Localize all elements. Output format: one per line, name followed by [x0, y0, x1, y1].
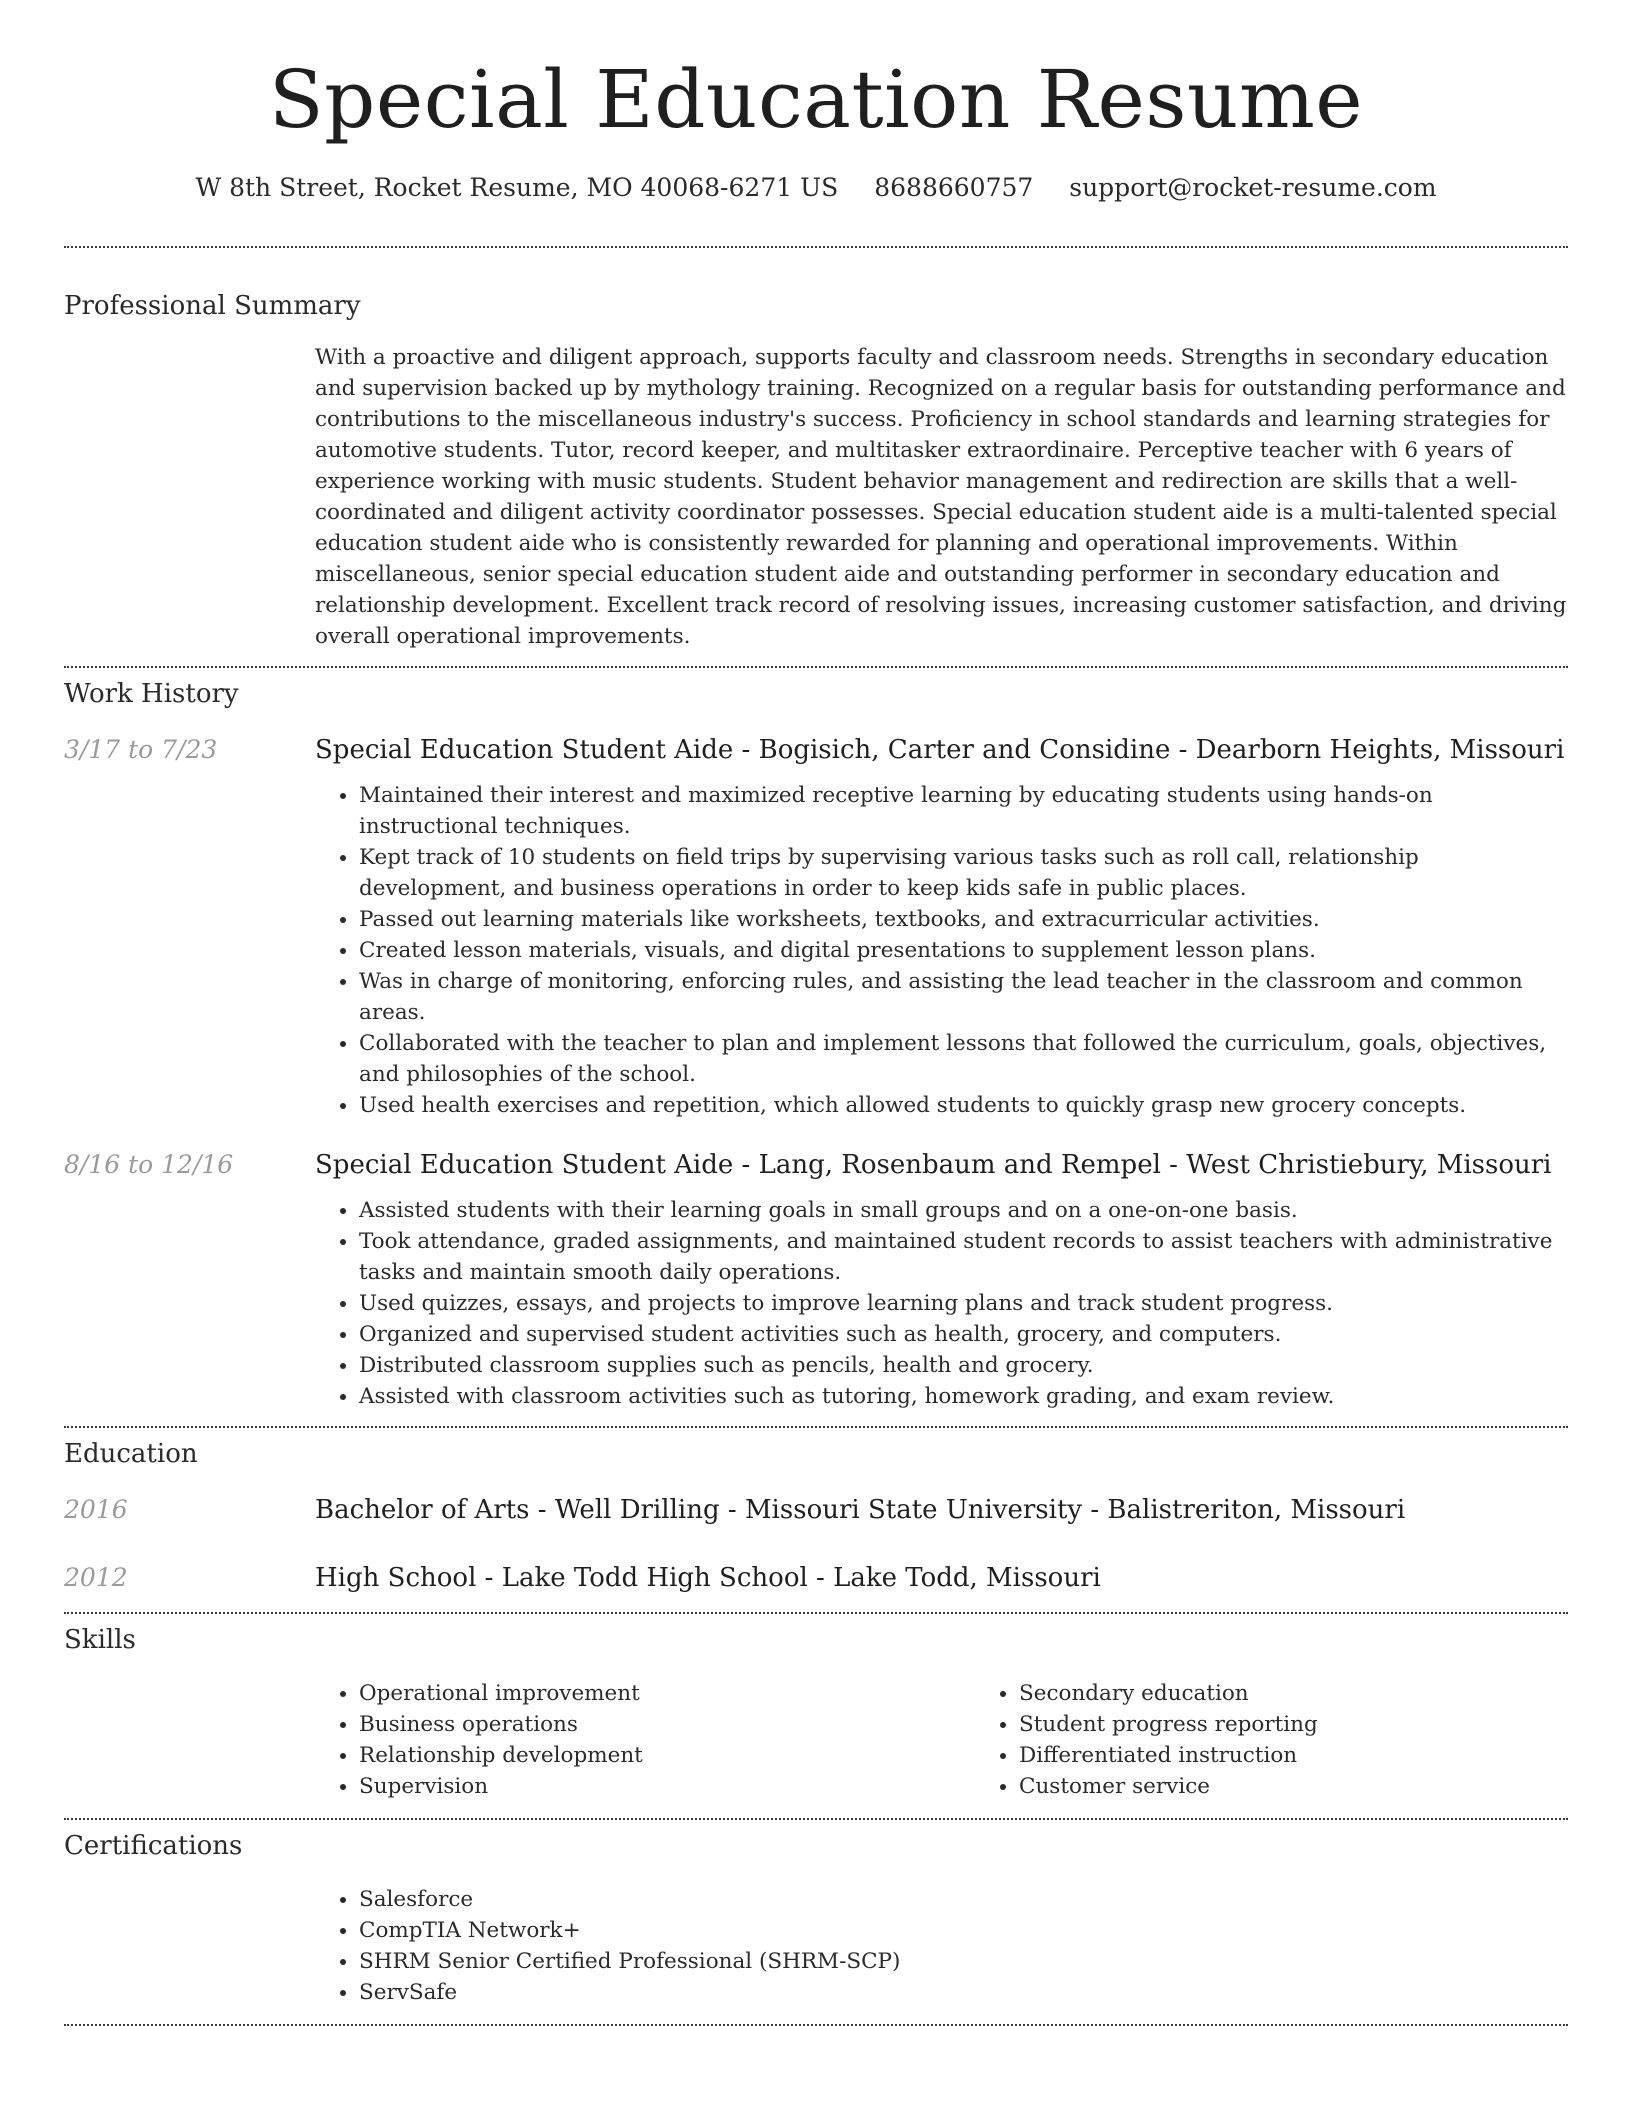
list-item: • SHRM Senior Certified Professional (SHRM-SCP) [359, 1946, 1568, 1977]
list-item: • Was in charge of monitoring, enforcing rules, and assisting the lead teacher in the classroom and common areas. [359, 966, 1568, 1028]
list-item: • Maintained their interest and maximized receptive learning by educating students using hands-on instructional techniques. [359, 780, 1568, 842]
job-entry [64, 734, 1568, 1121]
contact-address: W 8th Street, Rocket Resume, MO 40068-6271 US [195, 173, 839, 202]
list-item: • Passed out learning materials like worksheets, textbooks, and extracurricular activities. [359, 904, 1568, 935]
job-dates: 3/17 to 7/23 [64, 735, 218, 764]
list-item: • Distributed classroom supplies such as pencils, health and grocery. [359, 1350, 1568, 1381]
job-heading: Special Education Student Aide - Lang, Rosenbaum and Rempel - West Christiebury, Missouri [315, 1150, 1552, 1180]
summary-section [64, 248, 1568, 652]
resume-header [64, 0, 1568, 204]
education-detail: High School - Lake Todd High School - Lake Todd, Missouri [315, 1563, 1101, 1593]
certifications-section [64, 1820, 1568, 2008]
list-item: • Collaborated with the teacher to plan and implement lessons that followed the curriculum, goals, objectives, and philosophies of the school. [359, 1028, 1568, 1090]
list-item: • ServSafe [359, 1977, 1568, 2008]
job-bullets [315, 780, 1568, 1121]
list-item: • Relationship development [359, 1740, 975, 1771]
job-entry [64, 1149, 1568, 1412]
job-dates: 8/16 to 12/16 [64, 1150, 234, 1179]
job-bullets [315, 1195, 1568, 1412]
list-item: • Customer service [1019, 1771, 1632, 1802]
job-heading: Special Education Student Aide - Bogisich, Carter and Considine - Dearborn Heights, Missouri [315, 735, 1565, 765]
education-entry [64, 1494, 1568, 1526]
list-item: • Student progress reporting [1019, 1709, 1632, 1740]
education-detail: Bachelor of Arts - Well Drilling - Missouri State University - Balistreriton, Missouri [315, 1495, 1406, 1525]
list-item: • Organized and supervised student activities such as health, grocery, and computers. [359, 1319, 1568, 1350]
list-item: • Used health exercises and repetition, which allowed students to quickly grasp new grocery concepts. [359, 1090, 1568, 1121]
education-year: 2012 [64, 1563, 128, 1592]
skills-list-left [315, 1678, 975, 1802]
list-item: • CompTIA Network+ [359, 1915, 1568, 1946]
resume-page [64, 0, 1568, 2026]
list-item: • Assisted students with their learning goals in small groups and on a one-on-one basis. [359, 1195, 1568, 1226]
contact-phone: 8688660757 [874, 173, 1034, 202]
list-item: • Salesforce [359, 1884, 1568, 1915]
skills-heading: Skills [64, 1625, 136, 1655]
education-heading: Education [64, 1439, 198, 1469]
list-item: • Created lesson materials, visuals, and digital presentations to supplement lesson plans. [359, 935, 1568, 966]
list-item: • Took attendance, graded assignments, and maintained student records to assist teachers with administrative tasks and maintain smooth daily operations. [359, 1226, 1568, 1288]
education-section [64, 1428, 1568, 1594]
list-item: • Used quizzes, essays, and projects to improve learning plans and track student progress. [359, 1288, 1568, 1319]
certifications-list [315, 1884, 1568, 2008]
skills-list-right [975, 1678, 1632, 1802]
list-item: • Differentiated instruction [1019, 1740, 1632, 1771]
work-history-section [64, 668, 1568, 1412]
list-item: • Supervision [359, 1771, 975, 1802]
summary-heading: Professional Summary [64, 291, 361, 321]
contact-line [64, 172, 1568, 204]
work-history-heading: Work History [64, 679, 239, 709]
contact-email: support@rocket-resume.com [1069, 173, 1437, 202]
section-divider [64, 2024, 1568, 2026]
resume-title: Special Education Resume [268, 53, 1364, 146]
skills-section [64, 1614, 1568, 1802]
list-item: • Business operations [359, 1709, 975, 1740]
education-entry [64, 1562, 1568, 1594]
list-item: • Secondary education [1019, 1678, 1632, 1709]
list-item: • Operational improvement [359, 1678, 975, 1709]
certifications-heading: Certifications [64, 1831, 243, 1861]
summary-text: With a proactive and diligent approach, supports faculty and classroom needs. Strengths in secondary education and supervision backed up by mythology training. Recognized on a regular basis for outstanding performance and contributions to the miscellaneous industry's success. Proficiency in school standards and learning strategies for automotive students. Tutor, record keeper, and multitasker extraordinaire. Perceptive teacher with 6 years of experience working with music students. Student behavior management and redirection are skills that a well-coordinated and diligent activity coordinator possesses. Special education student aide is a multi-talented special education student aide who is consistently rewarded for planning and operational improvements. Within miscellaneous, senior special education student aide and outstanding performer in secondary education and relationship development. Excellent track record of resolving issues, increasing customer satisfaction, and driving overall operational improvements. [315, 345, 1567, 649]
list-item: • Kept track of 10 students on field trips by supervising various tasks such as roll call, relationship development, and business operations in order to keep kids safe in public places. [359, 842, 1568, 904]
education-year: 2016 [64, 1495, 128, 1524]
list-item: • Assisted with classroom activities such as tutoring, homework grading, and exam review. [359, 1381, 1568, 1412]
